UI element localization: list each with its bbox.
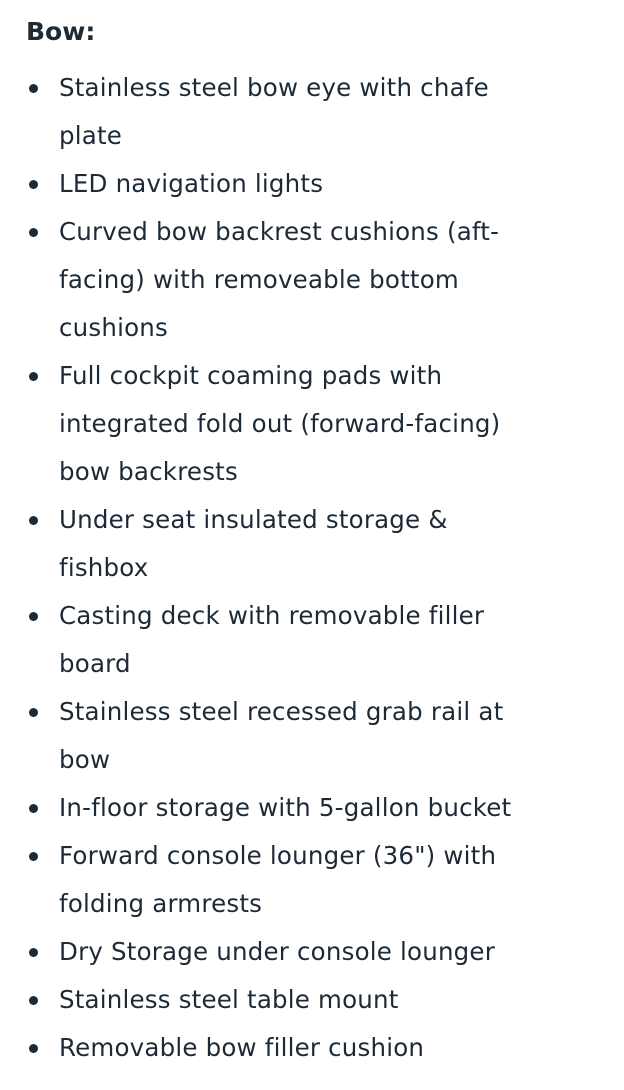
list-item-text: Dry Storage under console lounger	[59, 937, 495, 966]
list-item-text: LED navigation lights	[59, 169, 324, 198]
list-item-text: Forward console lounger (36") with	[59, 841, 497, 870]
list-item	[26, 928, 598, 976]
list-item	[26, 496, 598, 592]
list-item-text: cushions	[59, 313, 168, 342]
bullet-icon	[29, 84, 38, 93]
list-item	[26, 1024, 598, 1072]
list-item-text: plate	[59, 121, 123, 150]
list-item	[26, 592, 598, 688]
list-item-text: board	[59, 649, 131, 678]
bullet-icon	[29, 612, 38, 621]
list-item	[26, 160, 598, 208]
bullet-icon	[29, 228, 38, 237]
bullet-icon	[29, 372, 38, 381]
list-item-text: bow backrests	[59, 457, 238, 486]
list-item	[26, 64, 598, 160]
list-item-text: fishbox	[59, 553, 149, 582]
list-item-text: Full cockpit coaming pads with	[59, 361, 443, 390]
feature-list	[26, 64, 598, 1072]
list-item	[26, 688, 598, 784]
list-item	[26, 208, 598, 352]
list-item-text: Under seat insulated storage &	[59, 505, 448, 534]
list-item-text: Stainless steel table mount	[59, 985, 399, 1014]
section-heading: Bow:	[26, 17, 96, 46]
list-item	[26, 784, 598, 832]
bullet-icon	[29, 948, 38, 957]
list-item-text: facing) with removeable bottom	[59, 265, 459, 294]
bullet-icon	[29, 1044, 38, 1053]
list-item-text: bow	[59, 745, 111, 774]
bullet-icon	[29, 180, 38, 189]
list-item-text: Curved bow backrest cushions (aft-	[59, 217, 500, 246]
bullet-icon	[29, 852, 38, 861]
bullet-icon	[29, 804, 38, 813]
list-item-text: Stainless steel bow eye with chafe	[59, 73, 489, 102]
bullet-icon	[29, 708, 38, 717]
list-item	[26, 832, 598, 928]
list-item-text: Stainless steel recessed grab rail at	[59, 697, 504, 726]
list-item-text: In-floor storage with 5-gallon bucket	[59, 793, 512, 822]
bullet-icon	[29, 996, 38, 1005]
bullet-icon	[29, 516, 38, 525]
list-item-text: Casting deck with removable filler	[59, 601, 485, 630]
list-item	[26, 976, 598, 1024]
list-item-text: folding armrests	[59, 889, 263, 918]
list-item-text: integrated fold out (forward-facing)	[59, 409, 501, 438]
list-item-text: Removable bow filler cushion	[59, 1033, 425, 1062]
list-item	[26, 352, 598, 496]
